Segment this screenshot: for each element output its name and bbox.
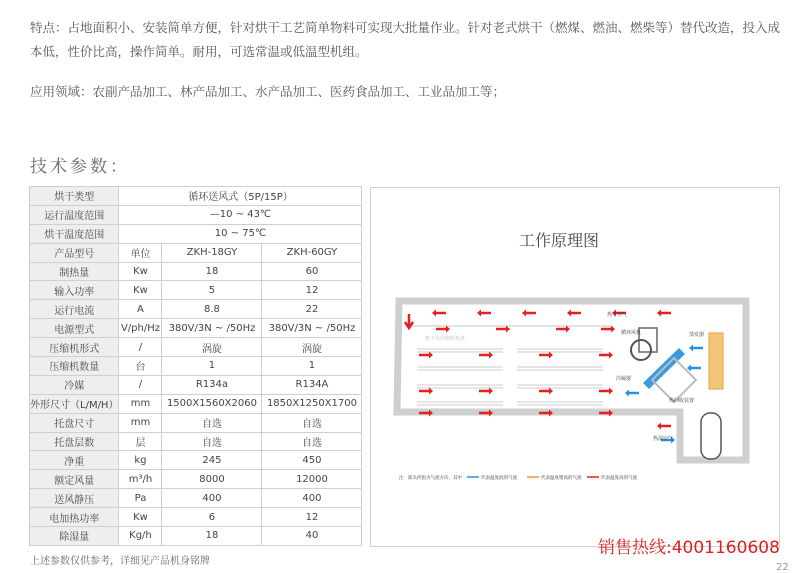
evaporator-coil xyxy=(709,333,723,389)
legend-red: 代表温度高的气流 xyxy=(601,476,637,481)
spec-label: 压缩机形式 xyxy=(30,338,119,357)
airflow-arrow xyxy=(432,310,446,317)
tray xyxy=(417,401,503,403)
spec-unit: Kw xyxy=(119,508,162,527)
spec-value-b: 22 xyxy=(262,300,362,319)
spec-unit: mm xyxy=(119,394,162,413)
spec-value-a: 涡旋 xyxy=(162,338,262,357)
application-paragraph: 应用领域：农副产品加工、林产品加工、水产品加工、医药食品加工、工业品加工等； xyxy=(30,84,506,99)
page-number: 22 xyxy=(776,562,789,573)
tray xyxy=(417,369,503,371)
spec-row xyxy=(30,432,362,451)
spec-unit: kg xyxy=(119,451,162,470)
spec-row xyxy=(30,470,362,489)
spec-value-a: 1 xyxy=(162,357,262,376)
footnote: 上述参数仅供参考，详细见产品机身铭牌 xyxy=(30,556,210,567)
spec-label: 运行电流 xyxy=(30,300,119,319)
compressor-icon xyxy=(701,413,721,459)
spec-row xyxy=(30,281,362,300)
diagram-title: 工作原理图 xyxy=(519,231,600,250)
spec-row xyxy=(30,413,362,432)
spec-label: 额定风量 xyxy=(30,470,119,489)
airflow-arrow xyxy=(657,423,671,430)
spec-label: 除湿量 xyxy=(30,527,119,546)
spec-value-a: 18 xyxy=(162,262,262,281)
tech-params-title: 技术参数： xyxy=(30,157,130,177)
spec-value: 循环送风式（5P/15P） xyxy=(119,187,362,206)
spec-table xyxy=(29,186,362,546)
spec-row xyxy=(30,338,362,357)
spec-value: 10 ~ 75℃ xyxy=(119,224,362,243)
spec-row xyxy=(30,205,362,224)
spec-model-b: ZKH-60GY xyxy=(262,243,362,262)
spec-label: 产品型号 xyxy=(30,243,119,262)
spec-value-b: 自选 xyxy=(262,432,362,451)
spec-row xyxy=(30,527,362,546)
spec-value-a: 245 xyxy=(162,451,262,470)
spec-value-a: 自选 xyxy=(162,432,262,451)
airflow-arrow xyxy=(657,310,671,317)
label-chamber: 烘干房内物料托盘 xyxy=(425,336,466,342)
tray xyxy=(517,387,603,389)
spec-unit: m³/h xyxy=(119,470,162,489)
spec-value-b: 涡旋 xyxy=(262,338,362,357)
spec-label: 压缩机数量 xyxy=(30,357,119,376)
spec-unit: mm xyxy=(119,413,162,432)
label-fan: 循环风机 xyxy=(621,330,642,336)
label-hot-air: 热干空气 xyxy=(607,312,628,318)
spec-label: 电源型式 xyxy=(30,319,119,338)
tray-group xyxy=(417,348,603,406)
spec-row xyxy=(30,224,362,243)
spec-model-a: ZKH-18GY xyxy=(162,243,262,262)
spec-value-a: R134a xyxy=(162,375,262,394)
spec-value-b: 60 xyxy=(262,262,362,281)
tray xyxy=(417,366,503,368)
spec-value-b: R134A xyxy=(262,375,362,394)
spec-value-b: 450 xyxy=(262,451,362,470)
spec-label: 电加热功率 xyxy=(30,508,119,527)
spec-unit: 层 xyxy=(119,432,162,451)
spec-value-a: 8000 xyxy=(162,470,262,489)
legend-blue: 代表温度低的气流 xyxy=(481,476,517,481)
spec-unit: / xyxy=(119,338,162,357)
tray xyxy=(517,348,603,350)
spec-unit: A xyxy=(119,300,162,319)
spec-value-b: 1 xyxy=(262,357,362,376)
spec-value-b: 40 xyxy=(262,527,362,546)
working-principle-diagram xyxy=(370,187,780,547)
tray xyxy=(417,404,503,406)
spec-value-b: 12 xyxy=(262,281,362,300)
spec-value-a: 6 xyxy=(162,508,262,527)
features-paragraph: 特点：占地面积小、安装简单方便，针对烘干工艺简单物料可实现大批量作业。针对老式烘干（燃煤、燃油、燃柴等）替代改造，投入成本低，性价比高，操作简单。耐用，可选常温或低温型机组。 xyxy=(30,20,781,59)
tray xyxy=(517,369,603,371)
spec-value-b: 400 xyxy=(262,489,362,508)
spec-label: 运行温度范围 xyxy=(30,205,119,224)
spec-row xyxy=(30,508,362,527)
spec-value-a: 自选 xyxy=(162,413,262,432)
airflow-arrow xyxy=(522,310,536,317)
spec-value-b: 12 xyxy=(262,508,362,527)
spec-value-b: 12000 xyxy=(262,470,362,489)
airflow-arrow xyxy=(687,365,701,372)
tray xyxy=(517,401,603,403)
spec-label: 输入功率 xyxy=(30,281,119,300)
building-outline xyxy=(397,301,746,460)
spec-value-a: 8.8 xyxy=(162,300,262,319)
spec-row xyxy=(30,375,362,394)
label-recovery: 热回收装置 xyxy=(669,398,695,404)
spec-label: 净重 xyxy=(30,451,119,470)
spec-value-a: 18 xyxy=(162,527,262,546)
label-humid-air: 热湿空气 xyxy=(653,436,674,442)
airflow-arrow xyxy=(477,310,491,317)
spec-label: 制热量 xyxy=(30,262,119,281)
tray xyxy=(517,404,603,406)
spec-label: 外形尺寸（L/M/H） xyxy=(30,394,119,413)
spec-unit: Pa xyxy=(119,489,162,508)
spec-label: 冷媒 xyxy=(30,375,119,394)
airflow-arrow-down xyxy=(405,314,413,328)
spec-row xyxy=(30,262,362,281)
spec-row xyxy=(30,319,362,338)
spec-label: 烘干温度范围 xyxy=(30,224,119,243)
spec-unit: Kg/h xyxy=(119,527,162,546)
spec-unit: Kw xyxy=(119,281,162,300)
spec-value-a: 400 xyxy=(162,489,262,508)
spec-unit: V/ph/Hz xyxy=(119,319,162,338)
spec-value-a: 1500X1560X2060 xyxy=(162,394,262,413)
spec-row xyxy=(30,357,362,376)
spec-unit-header: 单位 xyxy=(119,243,162,262)
spec-value-b: 自选 xyxy=(262,413,362,432)
spec-label: 托盘层数 xyxy=(30,432,119,451)
spec-row xyxy=(30,394,362,413)
spec-value-b: 380V/3N ~ /50Hz xyxy=(262,319,362,338)
label-evaporator: 蒸发器 xyxy=(689,332,705,338)
spec-label: 送风静压 xyxy=(30,489,119,508)
spec-row xyxy=(30,187,362,206)
tray xyxy=(517,351,603,353)
airflow-arrow xyxy=(625,390,639,397)
spec-value-a: 5 xyxy=(162,281,262,300)
tray xyxy=(417,348,503,350)
legend-orange: 代表温度稍高的气流 xyxy=(541,476,582,481)
spec-unit: 台 xyxy=(119,357,162,376)
fan-icon xyxy=(631,340,651,360)
spec-unit: Kw xyxy=(119,262,162,281)
spec-value: —10 ~ 43℃ xyxy=(119,205,362,224)
tray xyxy=(417,384,503,386)
tray xyxy=(517,384,603,386)
spec-label: 托盘尺寸 xyxy=(30,413,119,432)
spec-row xyxy=(30,300,362,319)
spec-row xyxy=(30,451,362,470)
airflow-arrow xyxy=(689,345,703,352)
legend-note: 注：箭头所指为气流方向，其中 xyxy=(399,476,462,481)
label-condenser: 冷凝器 xyxy=(616,376,632,382)
spec-unit: / xyxy=(119,375,162,394)
sales-hotline: 销售热线:4001160608 xyxy=(598,538,780,558)
spec-value-a: 380V/3N ~ /50Hz xyxy=(162,319,262,338)
diagram-canvas xyxy=(371,188,779,546)
airflow-arrow xyxy=(567,310,581,317)
tray xyxy=(517,366,603,368)
spec-row xyxy=(30,489,362,508)
spec-label: 烘干类型 xyxy=(30,187,119,206)
spec-header-row xyxy=(30,243,362,262)
spec-value-b: 1850X1250X1700 xyxy=(262,394,362,413)
